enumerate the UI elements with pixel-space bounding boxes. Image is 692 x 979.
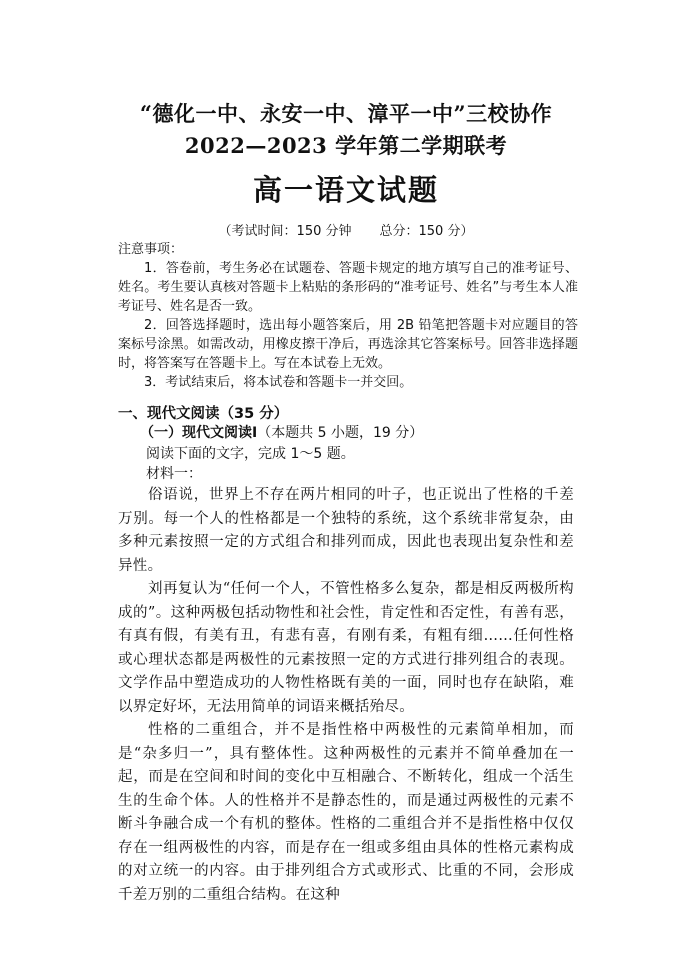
material-label: 材料一： <box>146 466 202 482</box>
school-alliance-title: “德化一中、永安一中、漳平一中”三校协作 <box>139 101 553 126</box>
reading-instruction: 阅读下面的文字，完成 1～5 题。 <box>146 446 355 462</box>
exam-notes <box>118 240 578 392</box>
passage-paragraph: 性格的二重组合，并不是指性格中两极性的元素简单相加，而是“杂多归一”，具有整体性。这种两极性的元素并不简单叠加在一起，而是在空间和时间的变化中互相融合、不断转化，组成一个活生生的生命个体。人的性格并不是静态性的，而是通过两极性的元素不断斗争融合成一个有机的整体。性格的二重组合并不是指性格中仅仅存在一组两极性的内容，而是存在一组或多组由具体的性格元素构成的对立统一的内容。由于排列组合方式或形式、比重的不同，会形成千差万别的二重组合结构。在这种 <box>118 722 574 903</box>
section-heading: 一、现代文阅读（35 分） <box>118 406 289 422</box>
subsection-heading <box>140 422 423 442</box>
paper-title: 高一语文试题 <box>252 173 439 207</box>
note-item: 1．答卷前，考生务必在试题卷、答题卡规定的地方填写自己的准考证号、姓名。考生要认真核对答题卡上粘贴的条形码的“准考证号、姓名”与考生本人准考证号、姓名是否一致。 <box>118 261 578 314</box>
passage-paragraph: 刘再复认为“任何一个人，不管性格多么复杂，都是相反两极所构成的”。这种两极包括动物性和社会性，肯定性和否定性，有善有恶，有真有假，有美有丑，有悲有喜，有刚有柔，有粗有细……任何性格或心理状态都是两极性的元素按照一定的方式进行排列组合的表现。文学作品中塑造成功的人物性格既有美的一面，同时也存在缺陷，难以界定好坏，无法用简单的词语来概括殆尽。 <box>118 581 574 715</box>
subsection-detail: （本题共 5 小题，19 分） <box>257 425 424 441</box>
exam-time: （考试时间：150 分钟 <box>218 224 352 239</box>
notes-title: 注意事项： <box>118 242 184 257</box>
note-item: 3．考试结束后，将本试卷和答题卡一并交回。 <box>144 375 413 390</box>
exam-total-score: 总分：150 分） <box>379 224 474 239</box>
subsection-name: （一）现代文阅读Ⅰ <box>140 425 258 441</box>
exam-info <box>0 220 692 239</box>
exam-term-title: 2022—2023 学年第二学期联考 <box>184 133 508 158</box>
reading-passage <box>118 484 574 907</box>
note-item: 2．回答选择题时，选出每小题答案后，用 2B 铅笔把答题卡对应题目的答案标号涂黑。如需改动，用橡皮擦干净后，再选涂其它答案标号。回答非选择题时，将答案写在答题卡上。写在本试卷上无效。 <box>118 318 578 371</box>
passage-paragraph: 俗语说，世界上不存在两片相同的叶子，也正说出了性格的千差万别。每一个人的性格都是一个独特的系统，这个系统非常复杂，由多种元素按照一定的方式组合和排列而成，因此也表现出复杂性和差异性。 <box>118 487 574 574</box>
